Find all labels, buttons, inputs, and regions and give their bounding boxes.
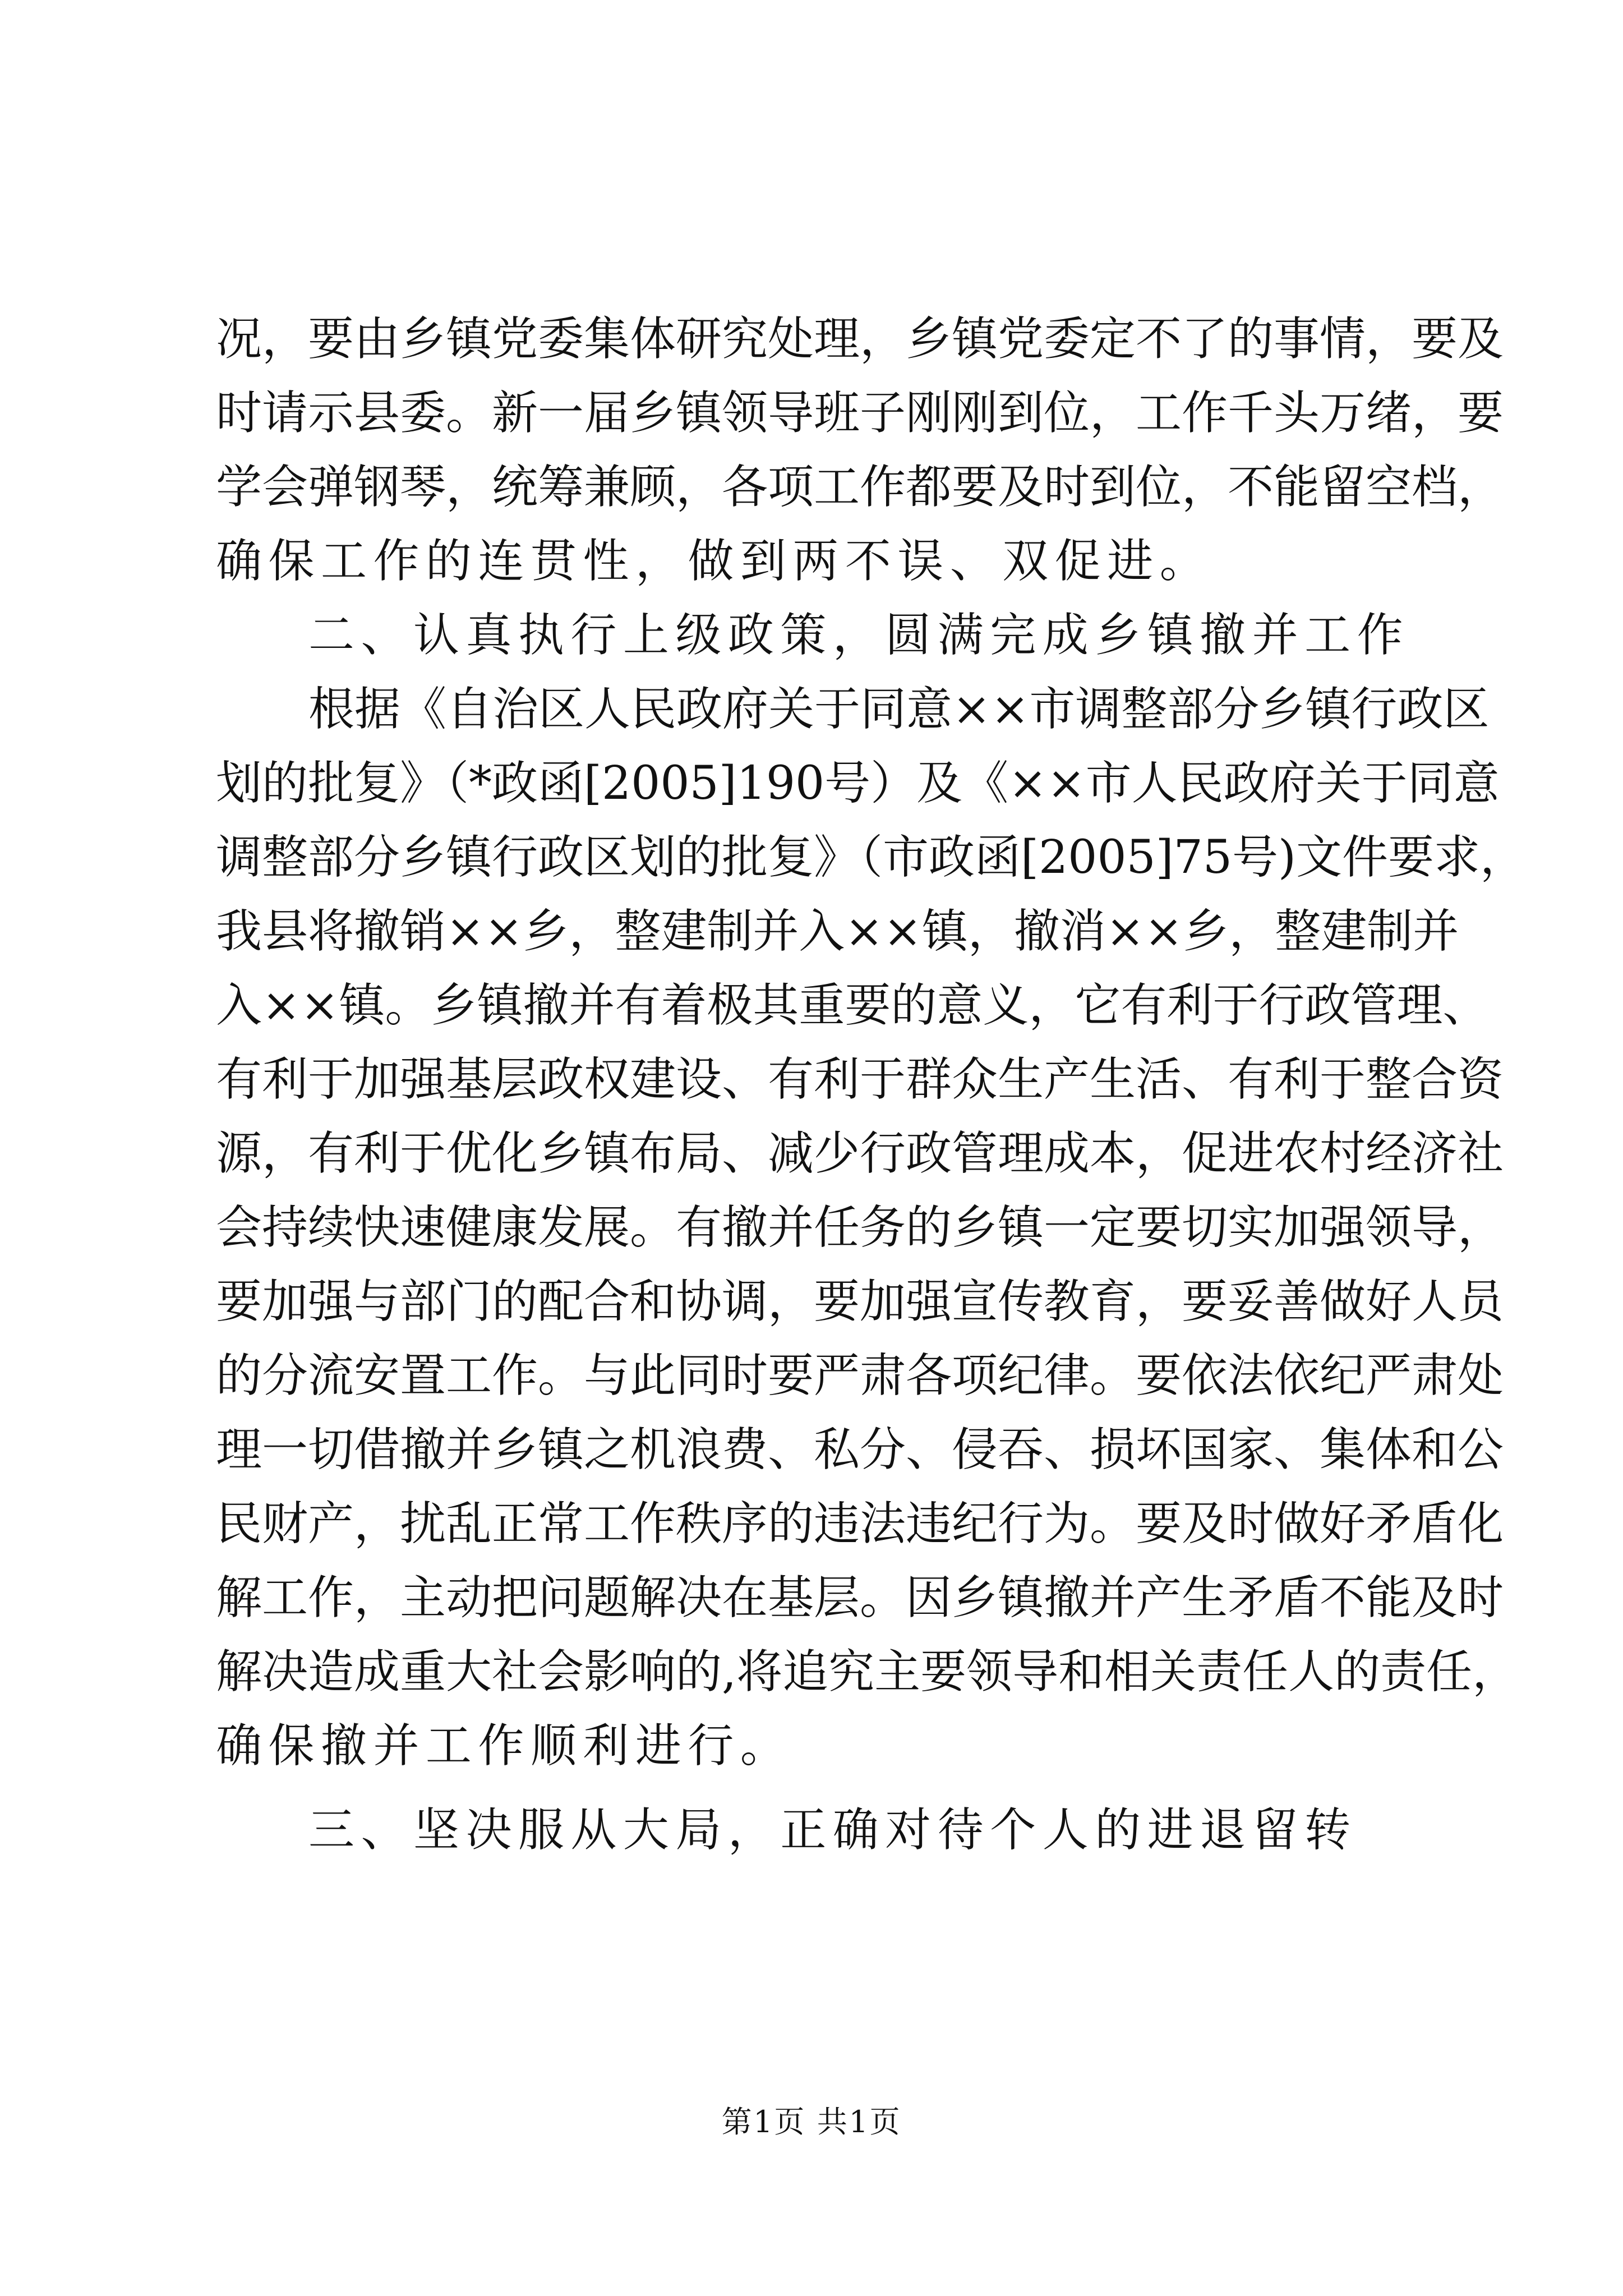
text-line: 根据《自治区人民政府关于同意××市调整部分乡镇行政区: [308, 683, 1490, 736]
text-line: 调整部分乡镇行政区划的批复》（市政函[2005]75号)文件要求，: [216, 831, 1526, 884]
text-line: 源，有利于优化乡镇布局、减少行政管理成本，促进农村经济社: [216, 1127, 1504, 1180]
text-line: 确保工作的连贯性，做到两不误、双促进。: [216, 535, 1212, 588]
text-line: 的分流安置工作。与此同时要严肃各项纪律。要依法依纪严肃处: [216, 1349, 1504, 1402]
text-line: 要加强与部门的配合和协调，要加强宣传教育，要妥善做好人员: [216, 1275, 1504, 1328]
text-line: 理一切借撤并乡镇之机浪费、私分、侵吞、损坏国家、集体和公: [216, 1423, 1504, 1476]
text-line: 我县将撤销××乡，整建制并入××镇，撤消××乡，整建制并: [216, 905, 1459, 958]
text-line: 民财产，扰乱正常工作秩序的违法违纪行为。要及时做好矛盾化: [216, 1497, 1504, 1550]
text-line: 入××镇。乡镇撤并有着极其重要的意义，它有利于行政管理、: [216, 979, 1489, 1032]
text-line: 划的批复》（*政函[2005]190号）及《××市人民政府关于同意: [216, 757, 1500, 810]
text-line: 解决造成重大社会影响的,将追究主要领导和相关责任人的责任，: [216, 1645, 1519, 1699]
text-line: 时请示县委。新一届乡镇领导班子刚刚到位，工作千头万绪，要: [216, 386, 1504, 440]
text-line: 况，要由乡镇党委集体研究处理，乡镇党委定不了的事情，要及: [216, 312, 1504, 366]
page-footer: 第1页 共1页: [721, 2104, 902, 2139]
text-line: 确保撤并工作顺利进行。: [216, 1719, 793, 1773]
text-line: 学会弹钢琴，统筹兼顾，各项工作都要及时到位，不能留空档，: [216, 461, 1504, 514]
text-line: 解工作，主动把问题解决在基层。因乡镇撤并产生矛盾不能及时: [216, 1571, 1504, 1625]
section-heading: 二、认真执行上级政策，圆满完成乡镇撤并工作: [308, 609, 1410, 662]
text-line: 有利于加强基层政权建设、有利于群众生产生活、有利于整合资: [216, 1053, 1504, 1106]
text-line: 会持续快速健康发展。有撤并任务的乡镇一定要切实加强领导，: [216, 1201, 1504, 1254]
section-heading: 三、坚决服从大局，正确对待个人的进退留转: [308, 1803, 1357, 1857]
